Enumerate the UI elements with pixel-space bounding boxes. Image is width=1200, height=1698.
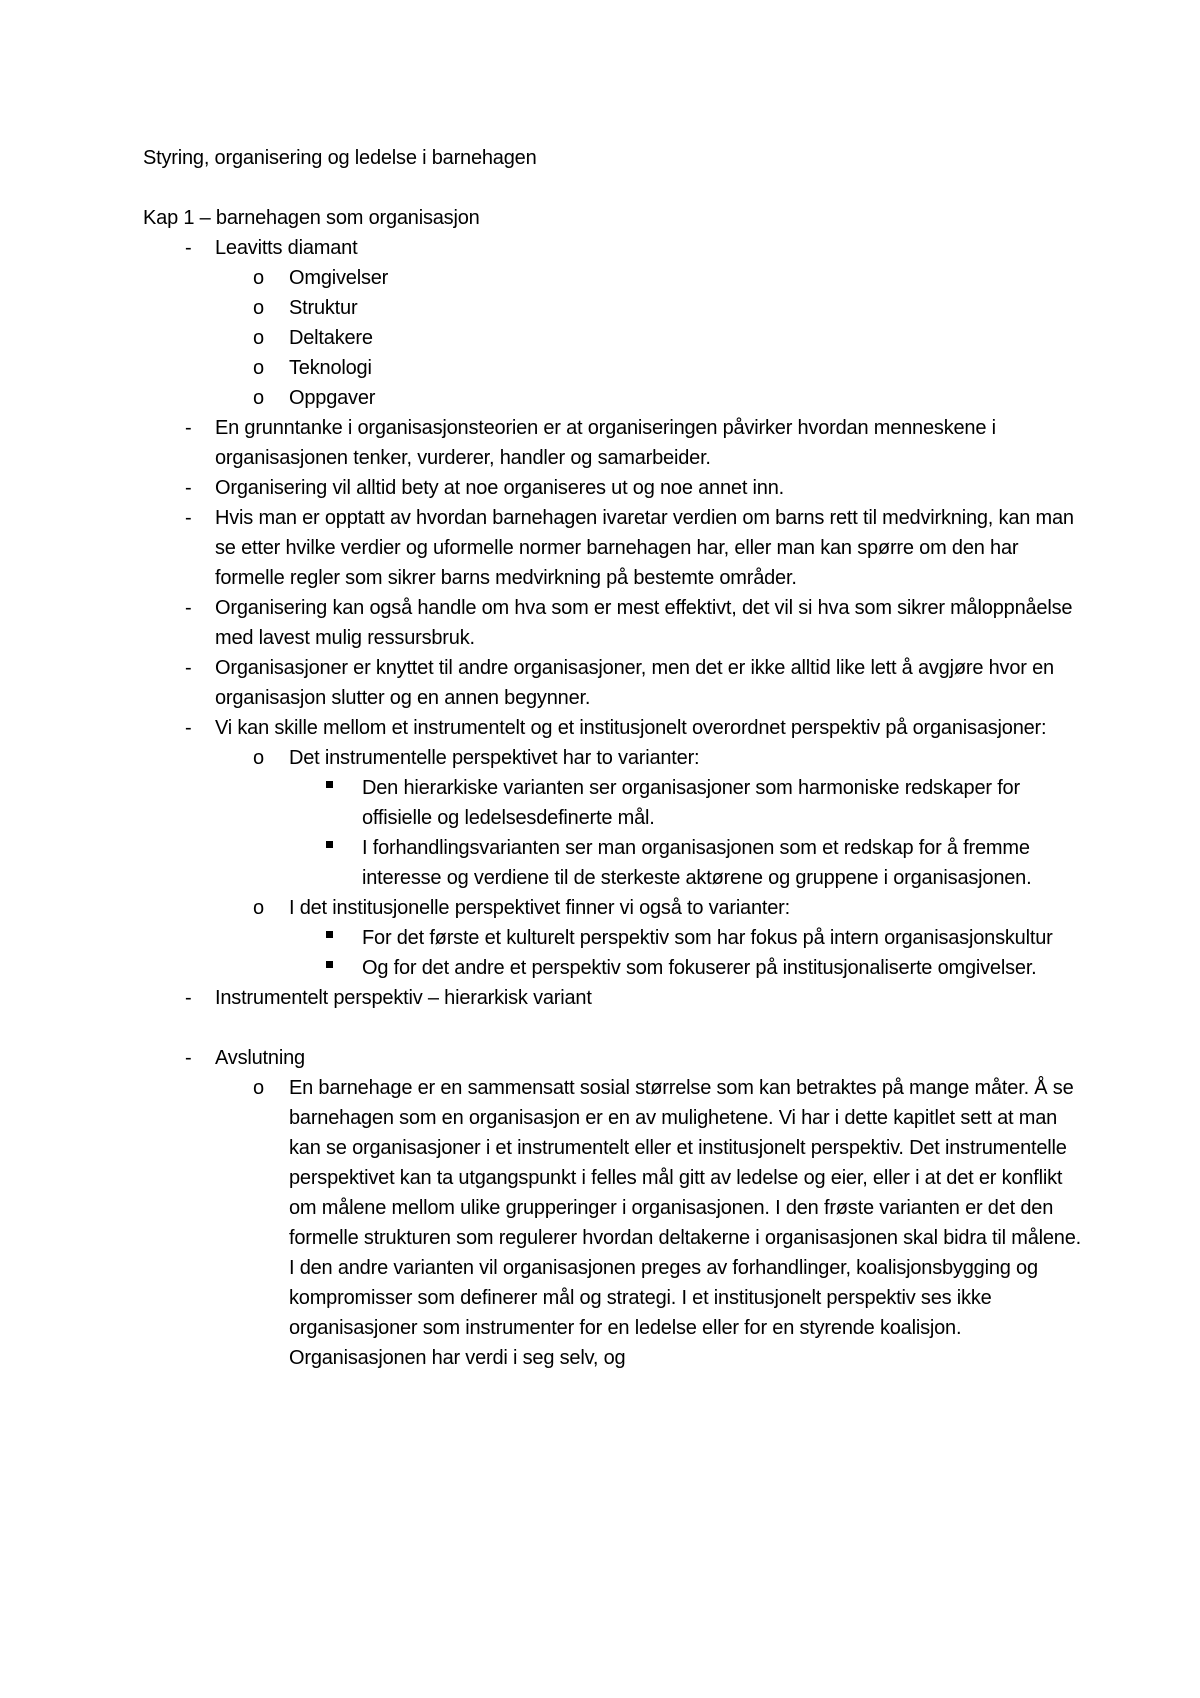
list-item [143, 593, 1090, 653]
list-item [143, 323, 1090, 353]
dash-bullet-icon [185, 653, 191, 683]
square-bullet-icon [326, 931, 333, 938]
list-item [143, 293, 1090, 323]
list-item-text: Leavitts diamant [215, 237, 358, 259]
chapter-heading: Kap 1 – barnehagen som organisasjon [143, 207, 480, 229]
list-item-text: Avslutning [215, 1047, 305, 1069]
list-item [143, 383, 1090, 413]
list-item-text: En grunntanke i organisasjonsteorien er at organiseringen påvirker hvordan menneskene i organisasjonen tenker, vurderer, handler og samarbeider. [215, 417, 996, 469]
dash-bullet-icon [185, 473, 191, 503]
spacer [143, 1013, 1090, 1043]
list-item-text: Instrumentelt perspektiv – hierarkisk variant [215, 987, 592, 1009]
square-bullet-icon [326, 961, 333, 968]
list-item-text: Organisering vil alltid bety at noe organiseres ut og noe annet inn. [215, 477, 784, 499]
list-item [143, 713, 1090, 743]
list-item [143, 743, 1090, 773]
dash-bullet-icon [185, 593, 191, 623]
dash-bullet-icon [185, 233, 191, 263]
circle-bullet-icon [253, 263, 264, 293]
list-item-text: I forhandlingsvarianten ser man organisasjonen som et redskap for å fremme interesse og verdiene til de sterkeste aktørene og gruppene i organisasjonen. [362, 837, 1032, 889]
list-item [143, 1073, 1090, 1373]
circle-bullet-icon [253, 383, 264, 413]
list-item-text: Vi kan skille mellom et instrumentelt og et institusjonelt overordnet perspektiv på organisasjoner: [215, 717, 1047, 739]
square-bullet-icon [326, 781, 333, 788]
bullet-list [143, 233, 1090, 1013]
list-item [143, 233, 1090, 263]
list-item [143, 413, 1090, 473]
list-item-text: I det institusjonelle perspektivet finner vi også to varianter: [289, 897, 791, 919]
list-item-text: For det første et kulturelt perspektiv som har fokus på intern organisasjonskultur [362, 927, 1053, 949]
list-item [143, 953, 1090, 983]
list-item [143, 653, 1090, 713]
list-item [143, 833, 1090, 893]
list-item [143, 353, 1090, 383]
list-item [143, 983, 1090, 1013]
list-item-text: Og for det andre et perspektiv som fokuserer på institusjonaliserte omgivelser. [362, 957, 1037, 979]
dash-bullet-icon [185, 503, 191, 533]
list-item-text: Oppgaver [289, 387, 376, 409]
list-item-text: Omgivelser [289, 267, 389, 289]
square-bullet-icon [326, 841, 333, 848]
list-item-text: Deltakere [289, 327, 373, 349]
list-item-text: En barnehage er en sammensatt sosial størrelse som kan betraktes på mange måter. Å se barnehagen som en organisasjon er en av mulighetene. Vi har i dette kapitlet sett at man kan se organisasjoner i et instrumentelt eller et institusjonelt perspektiv. Det instrumentelle perspektivet kan ta utgangspunkt i felles mål gitt av ledelse og eier, eller i at det er konflikt om målene mellom ulike grupperinger i organisasjonen. I den frøste varianten er det den formelle strukturen som regulerer hvordan deltakerne i organisasjonen skal bidra til målene. I den andre varianten vil organisasjonen preges av forhandlinger, koalisjonsbygging og kompromisser som definerer mål og strategi. I et institusjonelt perspektiv ses ikke organisasjoner som instrumenter for en ledelse eller for en styrende koalisjon. Organisasjonen har verdi i seg selv, og [289, 1077, 1082, 1369]
dash-bullet-icon [185, 1043, 191, 1073]
dash-bullet-icon [185, 713, 191, 743]
circle-bullet-icon [253, 893, 264, 923]
list-item-text: Struktur [289, 297, 358, 319]
closing-list [143, 1043, 1090, 1373]
list-item [143, 1043, 1090, 1073]
list-item [143, 893, 1090, 923]
list-item [143, 503, 1090, 593]
circle-bullet-icon [253, 323, 264, 353]
circle-bullet-icon [253, 353, 264, 383]
list-item [143, 773, 1090, 833]
list-item [143, 923, 1090, 953]
list-item [143, 473, 1090, 503]
document-title: Styring, organisering og ledelse i barnehagen [143, 147, 537, 169]
list-item-text: Den hierarkiske varianten ser organisasjoner som harmoniske redskaper for offisielle og ledelsesdefinerte mål. [362, 777, 1020, 829]
circle-bullet-icon [253, 1073, 264, 1103]
list-item-text: Det instrumentelle perspektivet har to varianter: [289, 747, 700, 769]
list-item-text: Teknologi [289, 357, 372, 379]
list-item-text: Hvis man er opptatt av hvordan barnehagen ivaretar verdien om barns rett til medvirkning, kan man se etter hvilke verdier og uformelle normer barnehagen har, eller man kan spørre om den har formelle regler som sikrer barns medvirkning på bestemte områder. [215, 507, 1074, 589]
circle-bullet-icon [253, 743, 264, 773]
circle-bullet-icon [253, 293, 264, 323]
dash-bullet-icon [185, 983, 191, 1013]
dash-bullet-icon [185, 413, 191, 443]
list-item [143, 263, 1090, 293]
list-item-text: Organisasjoner er knyttet til andre organisasjoner, men det er ikke alltid like lett å avgjøre hvor en organisasjon slutter og en annen begynner. [215, 657, 1054, 709]
list-item-text: Organisering kan også handle om hva som er mest effektivt, det vil si hva som sikrer måloppnåelse med lavest mulig ressursbruk. [215, 597, 1073, 649]
